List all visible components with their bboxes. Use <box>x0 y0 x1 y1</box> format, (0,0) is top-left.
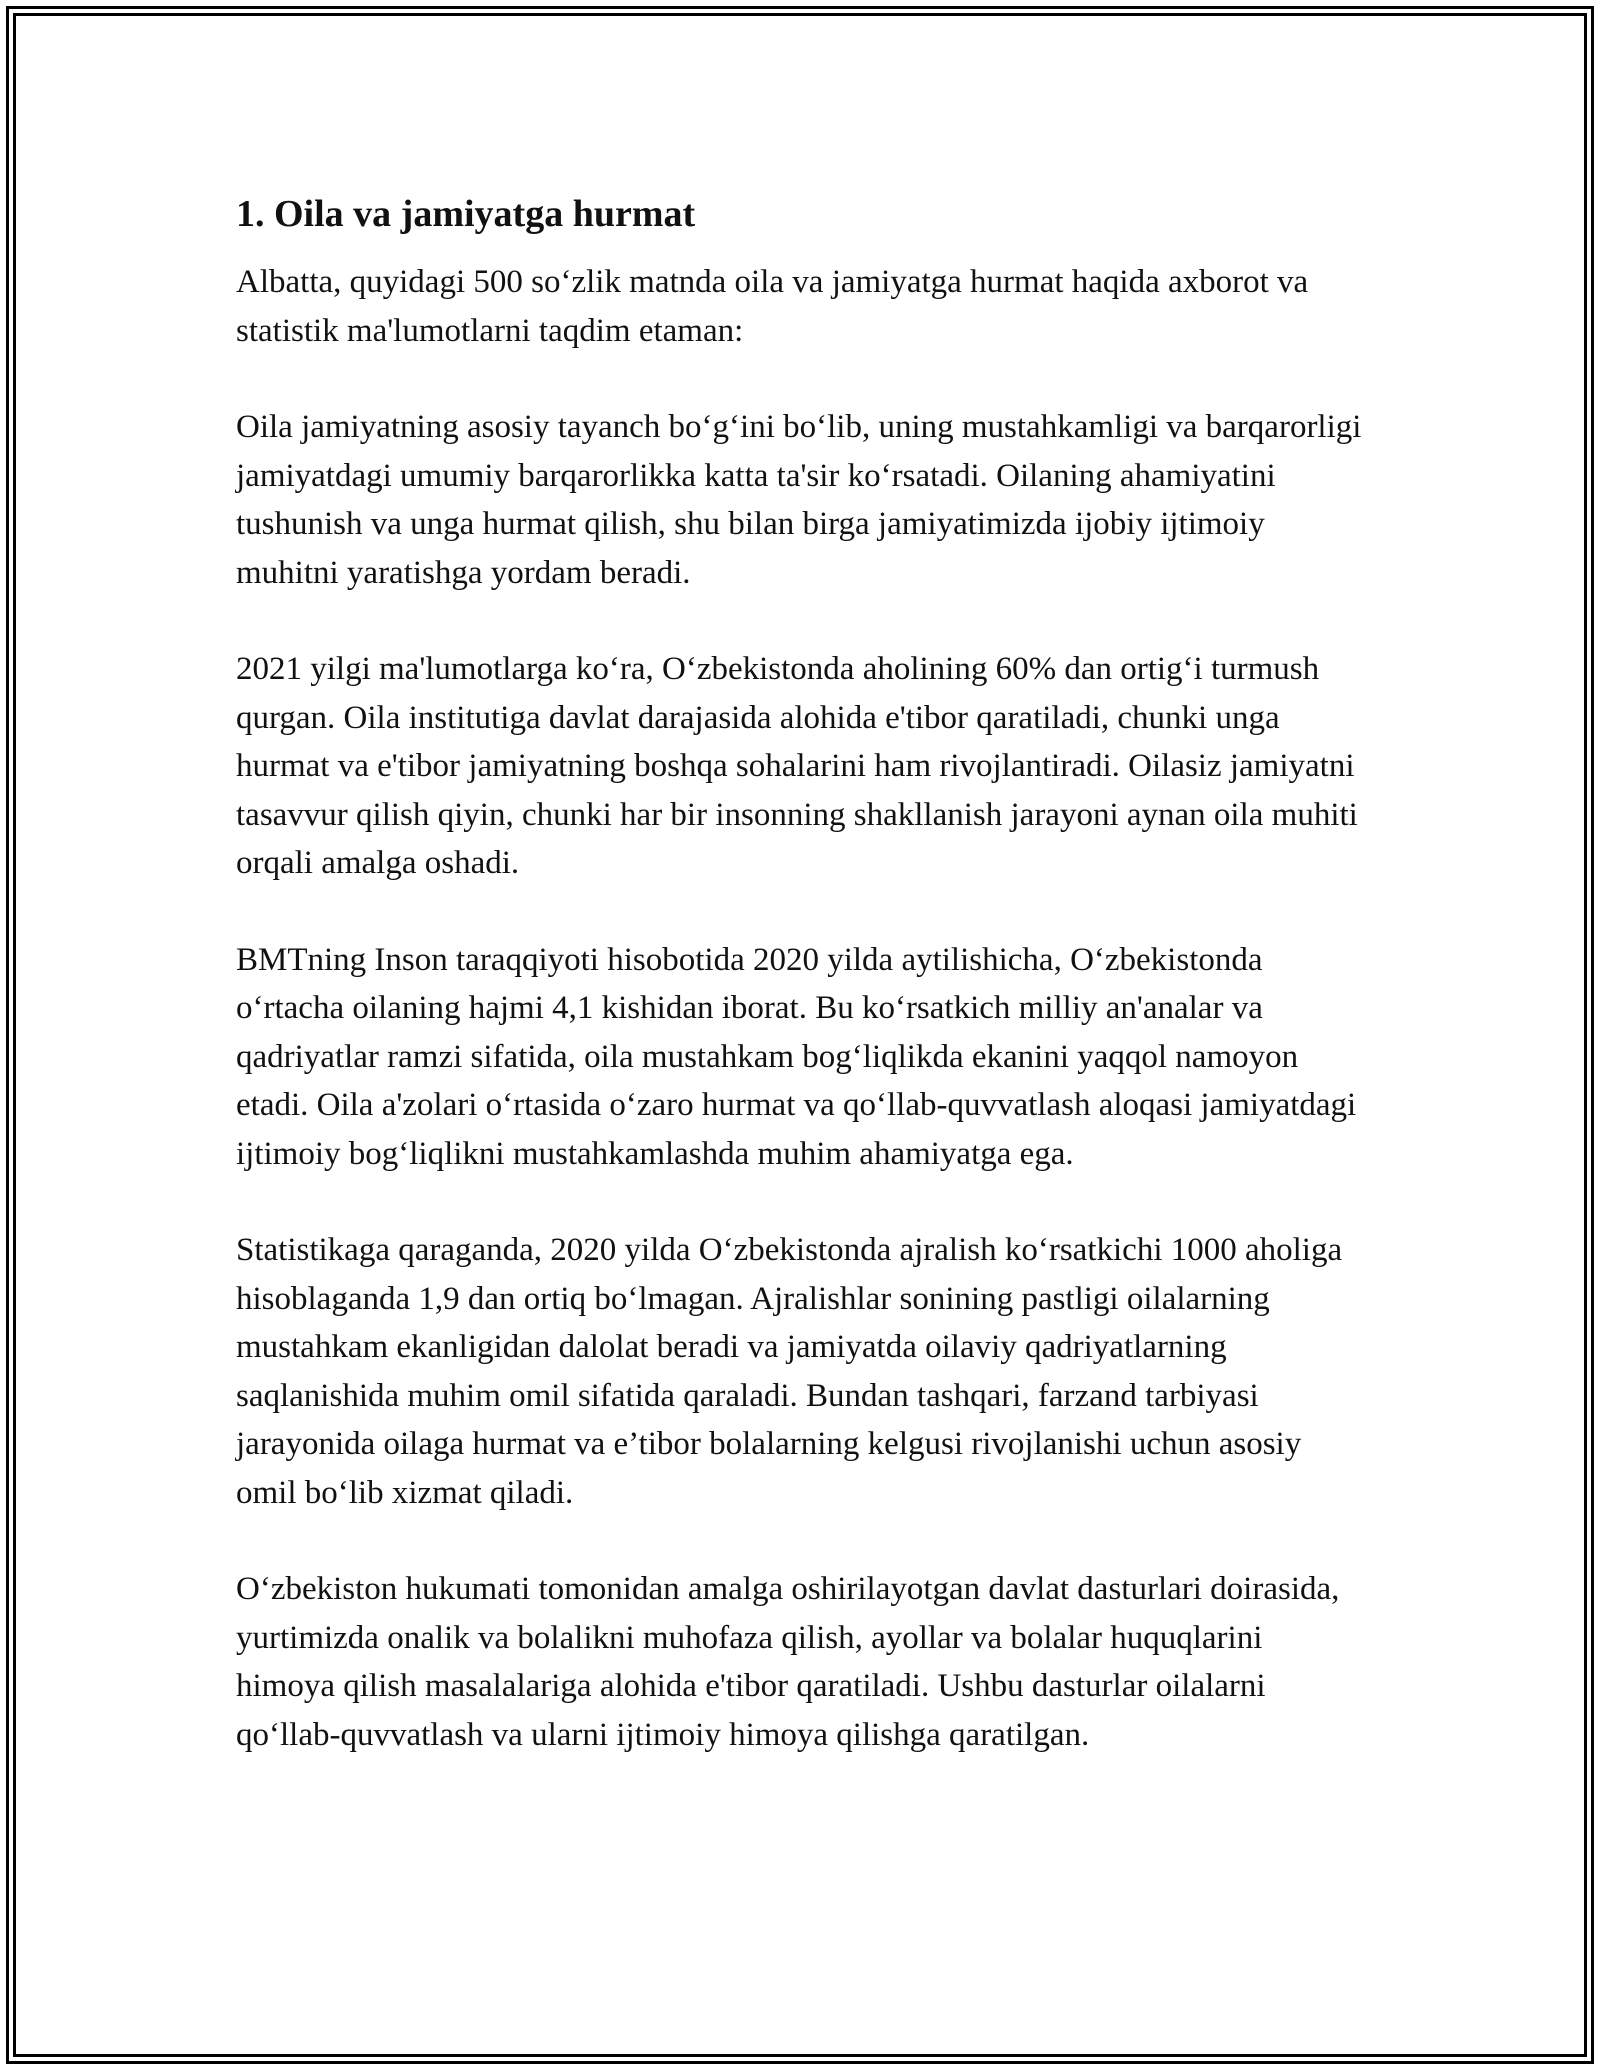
paragraph-family-foundation: Oila jamiyatning asosiy tayanch bo‘g‘ini bo‘lib, uning mustahkamligi va barqarorligi jamiyatdagi umumiy barqarorlikka katta ta'sir ko‘rsatadi. Oilaning ahamiyatini tushunish va unga hurmat qilish, shu bilan birga jamiyatimizda ijobiy ijtimoiy muhitni yaratishga yordam beradi. <box>236 409 1362 591</box>
paragraph-government-programs: O‘zbekiston hukumati tomonidan amalga oshirilayotgan davlat dasturlari doirasida, yurtimizda onalik va bolalikni muhofaza qilish, ayollar va bolalar huquqlarini himoya qilish masalalariga alohida e'tibor qaratiladi. Ushbu dasturlar oilalarni qo‘llab-quvvatlash va ularni ijtimoiy himoya qilishga qaratilgan. <box>236 1571 1340 1753</box>
document-body <box>236 186 1366 1807</box>
paragraph-divorce-statistics: Statistikaga qaraganda, 2020 yilda O‘zbekistonda ajralish ko‘rsatkichi 1000 aholiga hisoblaganda 1,9 dan ortiq bo‘lmagan. Ajralishlar sonining pastligi oilalarning mustahkam ekanligidan dalolat beradi va jamiyatda oilaviy qadriyatlarning saqlanishida muhim omil sifatida qaraladi. Bundan tashqari, farzand tarbiyasi jarayonida oilaga hurmat va e’tibor bolalarning kelgusi rivojlanishi uchun asosiy omil bo‘lib xizmat qiladi. <box>236 1232 1343 1511</box>
page-title: 1. Oila va jamiyatga hurmat <box>236 193 696 235</box>
paragraph-intro: Albatta, quyidagi 500 so‘zlik matnda oila va jamiyatga hurmat haqida axborot va statistik ma'lumotlarni taqdim etaman: <box>236 264 1309 349</box>
paragraph-undp-report: BMTning Inson taraqqiyoti hisobotida 2020 yilda aytilishicha, O‘zbekistonda o‘rtacha oilaning hajmi 4,1 kishidan iborat. Bu ko‘rsatkich milliy an'analar va qadriyatlar ramzi sifatida, oila mustahkam bog‘liqlikda ekanini yaqqol namoyon etadi. Oila a'zolari o‘rtasida o‘zaro hurmat va qo‘llab-quvvatlash aloqasi jamiyatdagi ijtimoiy bog‘liqlikni mustahkamlashda muhim ahamiyatga ega. <box>236 941 1357 1172</box>
paragraph-2021-statistics: 2021 yilgi ma'lumotlarga ko‘ra, O‘zbekistonda aholining 60% dan ortig‘i turmush qurgan. Oila institutiga davlat darajasida alohida e'tibor qaratiladi, chunki unga hurmat va e'tibor jamiyatning boshqa sohalarini ham rivojlantiradi. Oilasiz jamiyatni tasavvur qilish qiyin, chunki har bir insonning shakllanish jarayoni aynan oila muhiti orqali amalga oshadi. <box>236 651 1358 881</box>
